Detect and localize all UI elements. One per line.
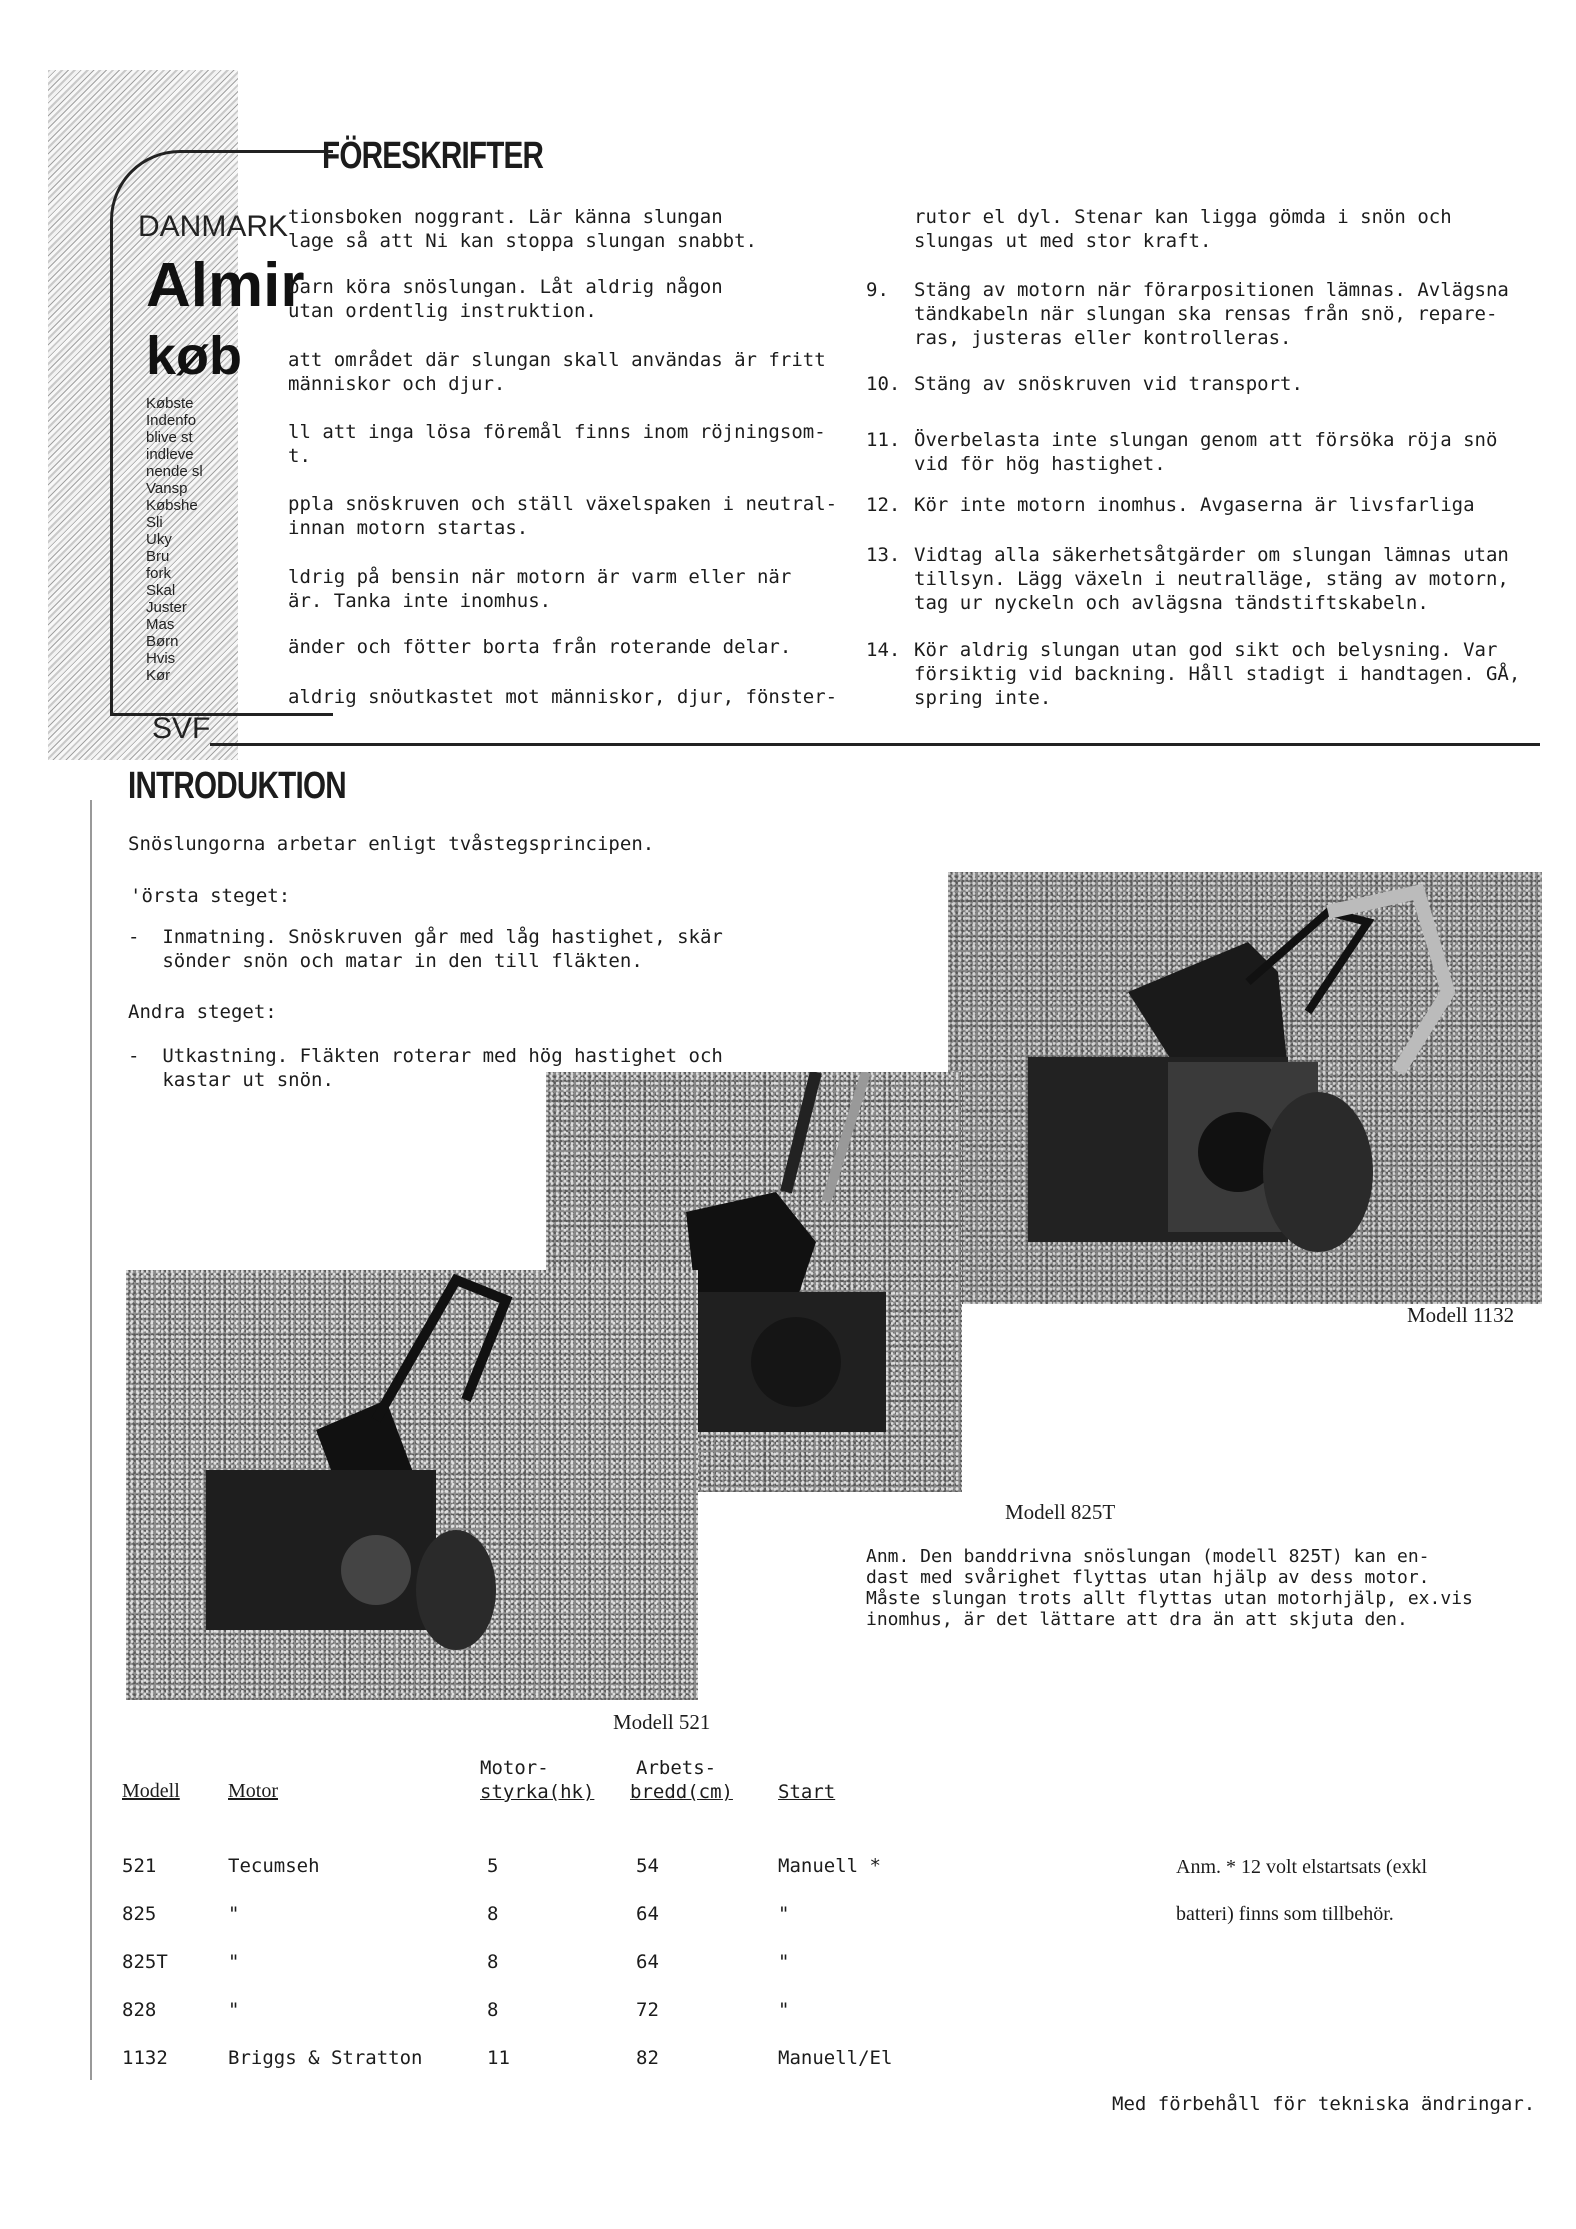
rule-text: barn köra snöslungan. Låt aldrig någon utan ordentlig instruktion. [288, 276, 723, 322]
overlay-line: Indenfo [146, 412, 197, 429]
rule-number: 11. [866, 429, 901, 451]
rule-item [240, 492, 837, 540]
rule-item [240, 348, 826, 396]
table-cell-start: " [778, 1903, 790, 1925]
table-cell-power: 5 [487, 1855, 499, 1877]
intro-step2-text: - Utkastning. Fläkten roterar med hög hastighet och kastar ut snön. [128, 1045, 723, 1091]
caption-model-521: Modell 521 [613, 1710, 711, 1734]
photo-model-521 [126, 1270, 698, 1700]
table-cell-start: Manuell/El [778, 2047, 893, 2069]
specs-header-power-top: Motor- [480, 1757, 549, 1779]
specs-header-start: Start [778, 1781, 836, 1803]
table-cell-power: 11 [487, 2047, 510, 2069]
overlay-line: Købste [146, 395, 194, 412]
rule-number [240, 565, 288, 613]
table-cell-model: 825 [122, 1903, 157, 1925]
overlay-line: Bru [146, 548, 170, 565]
rule-item [240, 275, 723, 323]
table-cell-width: 54 [636, 1855, 659, 1877]
overlay-line: Børn [146, 633, 179, 650]
rule-number: 12. [866, 494, 901, 516]
rule-item [240, 205, 757, 253]
rule-number [240, 348, 288, 396]
caption-model-825t: Modell 825T [1005, 1500, 1116, 1524]
rule-text: Överbelasta inte slungan genom att försöka röja snö vid för hög hastighet. [914, 429, 1498, 475]
specs-header-power-bottom: styrka(hk) [480, 1781, 595, 1803]
photo-model-1132 [948, 872, 1542, 1304]
overlay-line: Uky [146, 531, 172, 548]
specs-note-line2: batteri) finns som tillbehör. [1176, 1903, 1394, 1925]
overlay-line: nende sl [146, 463, 203, 480]
rule-item [240, 685, 837, 709]
snowblower-1132-illustration [948, 872, 1542, 1304]
intro-lead: Snöslungorna arbetar enligt tvåstegsprincipen. [128, 833, 655, 855]
footer-disclaimer: Med förbehåll för tekniska ändringar. [1112, 2093, 1536, 2115]
table-cell-width: 72 [636, 1999, 659, 2021]
rule-text: änder och fötter borta från roterande delar. [288, 636, 792, 658]
rule-text: tionsboken noggrant. Lär känna slungan lage så att Ni kan stoppa slungan snabbt. [288, 206, 757, 252]
rule-text: Stäng av motorn när förarpositionen lämnas. Avlägsna tändkabeln när slungan ska rensas från snö, repare- ras, justeras eller kontrolleras. [914, 279, 1509, 349]
rule-number [240, 205, 288, 253]
note-825t: Anm. Den banddrivna snöslungan (modell 825T) kan en- dast med svårighet flyttas utan hjälp av dess motor. Måste slungan trots allt flyttas utan motorhjälp, ex.vis inomhus, är det lättare att dra än att skjuta den. [866, 1546, 1473, 1630]
rule-text: ppla snöskruven och ställ växelspaken i neutral- innan motorn startas. [288, 493, 838, 539]
overlay-line: Sli [146, 514, 163, 531]
table-cell-width: 64 [636, 1903, 659, 1925]
specs-header-motor: Motor [228, 1780, 278, 1802]
table-cell-width: 82 [636, 2047, 659, 2069]
overlay-line: indleve [146, 446, 194, 463]
rule-item [866, 493, 1475, 517]
overlay-line: Skal [146, 582, 176, 599]
overlay-line: Vansp [146, 480, 188, 497]
rule-number [240, 492, 288, 540]
specs-note-line1: Anm. * 12 volt elstartsats (exkl [1176, 1856, 1428, 1878]
table-cell-motor: " [228, 1999, 240, 2021]
intro-heading: INTRODUKTION [128, 765, 346, 807]
overlay-line: blive st [146, 429, 193, 446]
rule-text: ldrig på bensin när motorn är varm eller när är. Tanka inte inomhus. [288, 566, 792, 612]
snowblower-521-illustration [126, 1270, 698, 1700]
intro-step2-label: Andra steget: [128, 1001, 277, 1023]
specs-header-width-bottom: bredd(cm) [630, 1781, 733, 1803]
table-cell-motor: " [228, 1903, 240, 1925]
rule-number [240, 685, 288, 709]
scan-edge-left [90, 800, 92, 2080]
table-cell-start: " [778, 1999, 790, 2021]
table-cell-width: 64 [636, 1951, 659, 1973]
overlay-line: Købshe [146, 497, 198, 514]
rules-heading: FÖRESKRIFTER [322, 135, 544, 177]
table-cell-motor: Briggs & Stratton [228, 2047, 423, 2069]
table-cell-power: 8 [487, 1951, 499, 1973]
rule-item [866, 428, 1497, 476]
specs-header-model: Modell [122, 1780, 180, 1802]
rule-item [866, 638, 1520, 710]
table-cell-start: Manuell * [778, 1855, 881, 1877]
rule-number: 10. [866, 373, 901, 395]
rule-number [866, 205, 914, 253]
rule-text: Stäng av snöskruven vid transport. [914, 373, 1303, 395]
intro-step1-label: 'örsta steget: [130, 885, 291, 907]
rule-number [240, 635, 288, 659]
table-cell-motor: Tecumseh [228, 1855, 320, 1877]
table-cell-start: " [778, 1951, 790, 1973]
rule-item [240, 420, 826, 468]
rule-text: Kör aldrig slungan utan god sikt och belysning. Var försiktig vid backning. Håll stadigt i handtagen. GÅ, spring inte. [914, 639, 1521, 709]
rule-text: rutor el dyl. Stenar kan ligga gömda i snön och slungas ut med stor kraft. [914, 206, 1452, 252]
table-cell-power: 8 [487, 1999, 499, 2021]
table-cell-model: 828 [122, 1999, 157, 2021]
rule-item [866, 372, 1303, 396]
overlay-line: Hvis [146, 650, 176, 667]
table-cell-model: 825T [122, 1951, 168, 1973]
rule-item [866, 543, 1509, 615]
rule-number: 14. [866, 639, 901, 661]
rule-number: 13. [866, 544, 901, 566]
overlay-almir: Almir [146, 251, 305, 320]
rule-item [866, 278, 1509, 350]
rule-number: 9. [866, 279, 889, 301]
table-cell-model: 1132 [122, 2047, 168, 2069]
rule-text: ll att inga lösa föremål finns inom röjningsom- t. [288, 421, 826, 467]
intro-step1-text: - Inmatning. Snöskruven går med låg hastighet, skär sönder snön och matar in den till fläkten. [128, 926, 723, 972]
overlay-line: Juster [146, 599, 187, 616]
table-cell-motor: " [228, 1951, 240, 1973]
overlay-svf: SVF [152, 712, 211, 745]
rule-text: aldrig snöutkastet mot människor, djur, fönster- [288, 686, 838, 708]
overlay-line: Kør [146, 667, 171, 684]
overlay-small-lines [146, 395, 203, 684]
overlay-line: Mas [146, 616, 175, 633]
rule-text: att området där slungan skall användas är fritt människor och djur. [288, 349, 826, 395]
rule-text: Kör inte motorn inomhus. Avgaserna är livsfarliga [914, 494, 1475, 516]
rule-number [240, 420, 288, 468]
rule-item [240, 565, 791, 613]
overlay-line: fork [146, 565, 172, 582]
table-cell-power: 8 [487, 1903, 499, 1925]
overlay-danmark: DANMARK [138, 210, 289, 243]
specs-header-width-top: Arbets- [636, 1757, 717, 1779]
caption-model-1132: Modell 1132 [1407, 1303, 1515, 1327]
table-cell-model: 521 [122, 1855, 157, 1877]
rule-item [866, 205, 1452, 253]
section-divider [210, 743, 1540, 746]
rule-item [240, 635, 791, 659]
overlay-kob: køb [146, 326, 243, 386]
rule-text: Vidtag alla säkerhetsåtgärder om slungan lämnas utan tillsyn. Lägg växeln i neutralläge, stäng av motorn, tag ur nyckeln och avlägsna tändstiftskabeln. [914, 544, 1509, 614]
rule-number [240, 275, 288, 323]
